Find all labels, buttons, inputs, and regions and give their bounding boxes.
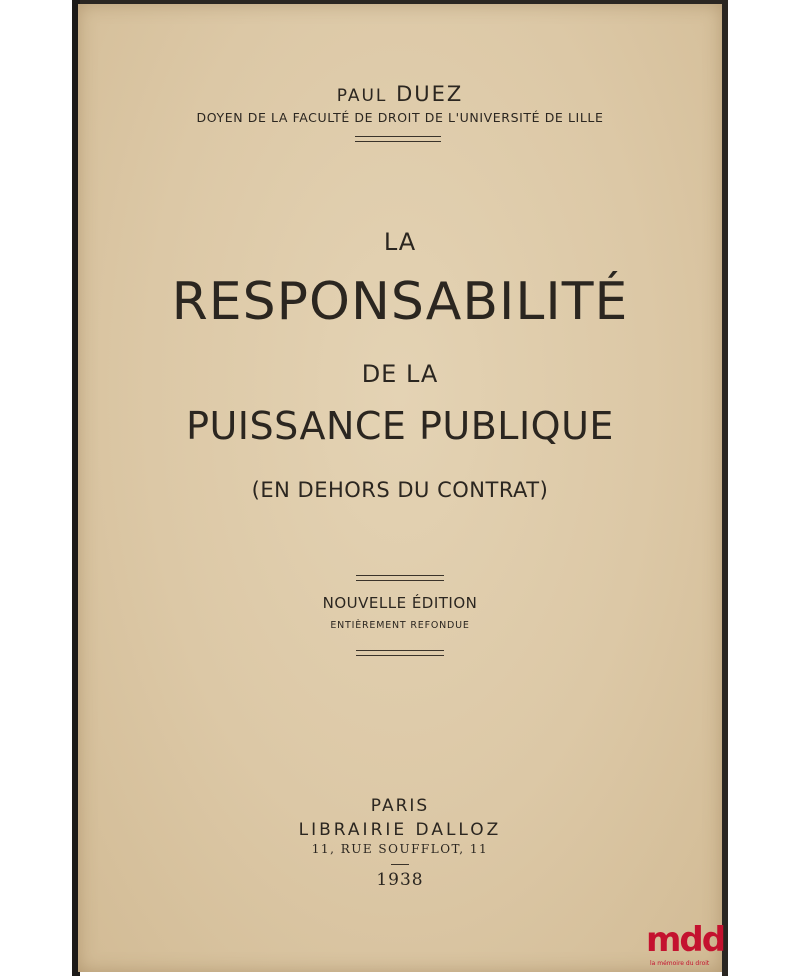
author-name (78, 82, 722, 106)
ornament-rule-top (355, 136, 441, 142)
ornament-rule-edition-top (356, 575, 444, 581)
publisher-city: PARIS (370, 796, 430, 816)
title-line-la: LA (383, 228, 417, 256)
mdd-watermark-logo (646, 920, 726, 970)
publisher-address: 11, RUE SOUFFLOT, 11 (311, 842, 489, 856)
subtitle: (EN DEHORS DU CONTRAT) (251, 478, 549, 502)
mdd-logo-tagline: la mémoire du droit (650, 960, 710, 967)
publication-year: 1938 (376, 870, 424, 890)
main-title: RESPONSABILITÉ (171, 272, 629, 332)
author-affiliation: DOYEN DE LA FACULTÉ DE DROIT DE L'UNIVERSITÉ DE LILLE (196, 110, 604, 125)
publisher-name: LIBRAIRIE DALLOZ (298, 820, 502, 840)
author-last-name: DUEZ (396, 82, 464, 106)
ornament-rule-edition-bottom (356, 650, 444, 656)
mdd-logo-text: mdd (646, 920, 725, 960)
edition-note: ENTIÈREMENT REFONDUE (330, 620, 470, 631)
cover-edge-right (722, 0, 728, 976)
title-line-puissance-publique: PUISSANCE PUBLIQUE (186, 404, 614, 448)
year-separator (391, 864, 409, 865)
edition-label: NOUVELLE ÉDITION (322, 594, 478, 612)
author-first-name: PAUL (336, 86, 388, 106)
title-line-de-la: DE LA (361, 360, 439, 388)
